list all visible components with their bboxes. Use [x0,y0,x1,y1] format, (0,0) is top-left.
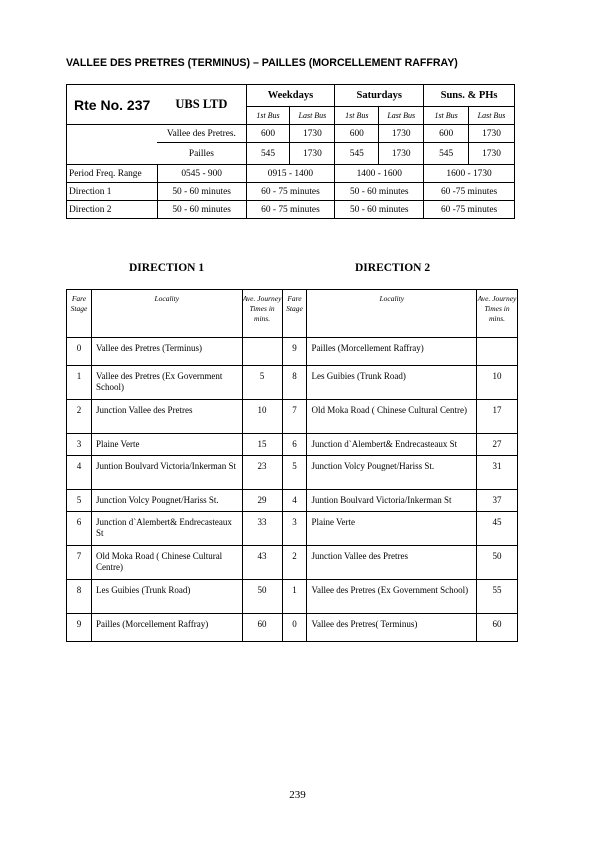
row-label: Direction 1 [67,183,158,201]
frequency-cell: 60 - 75 minutes [246,183,335,201]
locality-header: Locality [91,290,242,338]
journey-time-cell: 15 [242,434,282,456]
time-cell: 1730 [290,125,335,143]
fare-stage-cell: 6 [282,434,307,456]
journey-time-cell: 23 [242,456,282,490]
journey-time-cell: 50 [477,546,518,580]
time-cell: 1730 [290,143,335,165]
fare-row [67,490,518,512]
time-cell: 1730 [469,143,515,165]
row-label: Direction 2 [67,201,158,219]
first-bus-header: 1st Bus [424,107,469,125]
frequency-cell: 60 -75 minutes [424,183,515,201]
fare-stage-cell: 0 [282,614,307,642]
time-cell: 600 [335,125,379,143]
fare-row [67,614,518,642]
stop-row [67,125,515,143]
locality-cell: Juntion Boulvard Victoria/Inkerman St [91,456,242,490]
journey-time-cell: 43 [242,546,282,580]
period-cell: 1600 - 1730 [424,165,515,183]
locality-cell: Junction d`Alembert& Endrecasteaux St [91,512,242,546]
fare-stage-cell: 9 [282,338,307,366]
locality-cell: Junction Vallee des Pretres [307,546,477,580]
journey-time-cell: 29 [242,490,282,512]
locality-cell: Vallee des Pretres( Terminus) [307,614,477,642]
fare-stage-cell: 8 [282,366,307,400]
locality-cell: Les Guibies (Trunk Road) [91,580,242,614]
fare-stage-cell: 7 [282,400,307,434]
last-bus-header: Last Bus [290,107,335,125]
time-cell: 600 [424,125,469,143]
row-label: Period Freq. Range [67,165,158,183]
stop-name: Pailles [157,143,246,165]
time-cell: 1730 [379,143,424,165]
fare-row [67,580,518,614]
locality-cell: Vallee des Pretres (Ex Government School) [307,580,477,614]
time-cell: 1730 [469,125,515,143]
locality-cell: Juntion Boulvard Victoria/Inkerman St [307,490,477,512]
locality-cell: Vallee des Pretres (Ex Government School) [91,366,242,400]
frequency-cell: 50 - 60 minutes [335,183,424,201]
fare-stage-cell: 1 [282,580,307,614]
journey-time-cell: 55 [477,580,518,614]
first-bus-header: 1st Bus [246,107,290,125]
direction-1-heading: DIRECTION 1 [129,262,205,274]
fare-stage-cell: 5 [282,456,307,490]
time-cell: 545 [424,143,469,165]
fare-stage-cell: 2 [67,400,92,434]
journey-time-cell: 45 [477,512,518,546]
direction-row [67,183,515,201]
journey-time-cell: 10 [477,366,518,400]
frequency-cell: 60 -75 minutes [424,201,515,219]
time-cell: 545 [246,143,290,165]
journey-time-cell: 17 [477,400,518,434]
frequency-cell: 50 - 60 minutes [335,201,424,219]
route-spacer [67,125,158,165]
fare-stage-cell: 6 [67,512,92,546]
journey-time-cell: 60 [242,614,282,642]
locality-cell: Vallee des Pretres (Terminus) [91,338,242,366]
journey-time-cell: 27 [477,434,518,456]
page-number: 239 [289,789,306,801]
fare-stage-cell: 2 [282,546,307,580]
saturdays-header: Saturdays [335,85,424,107]
journey-time-cell: 5 [242,366,282,400]
fare-stage-cell: 7 [67,546,92,580]
locality-header: Locality [307,290,477,338]
fare-stage-cell: 1 [67,366,92,400]
fare-stage-cell: 3 [67,434,92,456]
page-title: VALLEE DES PRETRES (TERMINUS) – PAILLES (MORCELLEMENT RAFFRAY) [66,57,458,69]
journey-time-cell: 31 [477,456,518,490]
time-cell: 600 [246,125,290,143]
timetable [66,84,515,219]
fare-stage-cell: 4 [282,490,307,512]
fare-row [67,512,518,546]
journey-time-cell [477,338,518,366]
fare-stage-header: Fare Stage [282,290,307,338]
time-cell: 1730 [379,125,424,143]
sundays-header: Suns. & PHs [424,85,515,107]
locality-cell: Junction Volcy Pougnet/Hariss St. [91,490,242,512]
journey-time-cell: 10 [242,400,282,434]
period-row [67,165,515,183]
locality-cell: Les Guibies (Trunk Road) [307,366,477,400]
journey-time-header: Ave. Journey Times in mins. [477,290,518,338]
weekdays-header: Weekdays [246,85,335,107]
journey-time-cell: 37 [477,490,518,512]
frequency-cell: 60 - 75 minutes [246,201,335,219]
fare-row [67,400,518,434]
first-bus-header: 1st Bus [335,107,379,125]
locality-cell: Plaine Verte [91,434,242,456]
fare-stage-header: Fare Stage [67,290,92,338]
fare-stage-cell: 5 [67,490,92,512]
fare-stage-table [66,289,518,642]
fare-stage-cell: 9 [67,614,92,642]
last-bus-header: Last Bus [379,107,424,125]
fare-row [67,338,518,366]
journey-time-header: Ave. Journey Times in mins. [242,290,282,338]
locality-cell: Old Moka Road ( Chinese Cultural Centre) [91,546,242,580]
locality-cell: Junction d`Alembert& Endrecasteaux St [307,434,477,456]
locality-cell: Junction Vallee des Pretres [91,400,242,434]
locality-cell: Plaine Verte [307,512,477,546]
fare-row [67,366,518,400]
fare-stage-cell: 8 [67,580,92,614]
time-cell: 545 [335,143,379,165]
journey-time-cell: 33 [242,512,282,546]
fare-stage-cell: 3 [282,512,307,546]
fare-row [67,546,518,580]
frequency-cell: 50 - 60 minutes [157,183,246,201]
journey-time-cell: 60 [477,614,518,642]
route-number: Rte No. 237 [67,85,158,125]
direction-2-heading: DIRECTION 2 [355,262,431,274]
fare-header-row [67,290,518,338]
operator-name: UBS LTD [157,85,246,125]
locality-cell: Old Moka Road ( Chinese Cultural Centre) [307,400,477,434]
journey-time-cell: 50 [242,580,282,614]
stop-name: Vallee des Pretres. [157,125,246,143]
fare-stage-cell: 4 [67,456,92,490]
period-cell: 0545 - 900 [157,165,246,183]
fare-stage-cell: 0 [67,338,92,366]
fare-row [67,456,518,490]
period-cell: 0915 - 1400 [246,165,335,183]
direction-row [67,201,515,219]
period-cell: 1400 - 1600 [335,165,424,183]
locality-cell: Junction Volcy Pougnet/Hariss St. [307,456,477,490]
locality-cell: Pailles (Morcellement Raffray) [91,614,242,642]
fare-row [67,434,518,456]
frequency-cell: 50 - 60 minutes [157,201,246,219]
last-bus-header: Last Bus [469,107,515,125]
locality-cell: Pailles (Morcellement Raffray) [307,338,477,366]
journey-time-cell [242,338,282,366]
